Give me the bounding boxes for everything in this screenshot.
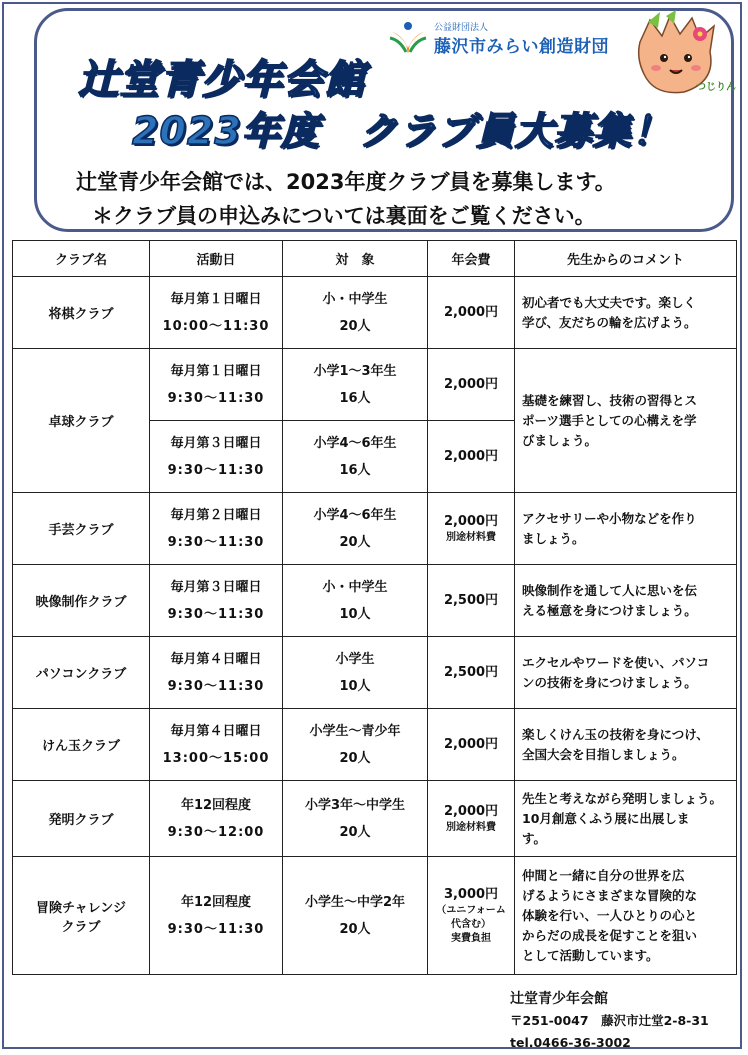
target-group: 小学3年～中学生 [304,797,406,813]
club-target [283,709,428,781]
table-header-row [13,241,737,277]
club-schedule [150,277,283,349]
title-line-2: 2023年度 クラブ員大募集！ [132,109,671,153]
comment-line: エクセルやワードを使い、パソコ [522,654,710,670]
club-name-line: 冒険チャレンジ [36,900,126,916]
club-fee [428,637,515,709]
comment-line: 楽しくけん玉の技術を身につけ、 [522,726,709,742]
comment-line: 学び、友だちの輪を広げよう。 [522,314,697,330]
club-target [283,781,428,857]
target-group: 小・中学生 [322,291,388,307]
table-row [13,349,737,421]
fee-note: （ユニフォーム [436,905,506,916]
fee-note: 実費負担 [451,933,491,944]
club-comment [515,637,737,709]
fee-note: 別途材料費 [446,532,496,543]
schedule-time: 9:30～12:00 [167,824,265,840]
comment-line: 10月創意くふう展に出展しま [522,810,690,826]
schedule-day: 毎月第２日曜日 [170,507,262,523]
lead-text-2: ＊クラブ員の申込みについては裏面をご覧ください。 [92,204,596,228]
target-capacity: 16人 [339,390,371,406]
club-name: 手芸クラブ [13,493,150,565]
target-capacity: 20人 [339,824,371,840]
schedule-time: 9:30～11:30 [167,462,265,478]
schedule-day: 毎月第３日曜日 [170,579,262,595]
club-fee [428,857,515,975]
club-target [283,857,428,975]
target-group: 小学生～青少年 [309,723,401,739]
header-fee: 年会費 [428,241,515,277]
target-group: 小学1～3年生 [313,363,397,379]
comment-line: 初心者でも大丈夫です。楽しく [522,294,697,310]
schedule-day: 毎月第１日曜日 [170,291,262,307]
club-comment [515,493,737,565]
club-name [13,857,150,975]
footer-address: 〒251-0047 藤沢市辻堂2-8-31 [510,1013,709,1028]
comment-line: ましょう。 [522,530,585,546]
header-schedule: 活動日 [150,241,283,277]
club-schedule [150,637,283,709]
title-line-1: 辻堂青少年会館 [78,57,365,103]
comment-line: げるようにさまざまな冒険的な [522,887,698,903]
club-name-line: クラブ [61,919,101,935]
schedule-time: 9:30～11:30 [167,534,265,550]
table-row [13,565,737,637]
club-schedule [150,781,283,857]
club-target [283,565,428,637]
club-target [283,493,428,565]
clubs-table [12,240,737,975]
mascot-name-label: つじりん [696,82,736,93]
foundation-logo [388,18,628,58]
club-target [283,421,428,493]
comment-line: 先生と考えながら発明しましょう。 [522,790,723,806]
club-fee [428,493,515,565]
schedule-time: 13:00～15:00 [162,750,270,766]
club-comment [515,565,737,637]
mascot-image [630,12,736,98]
footer-contact [510,988,709,1054]
comment-line: 仲間と一緒に自分の世界を広 [522,867,685,883]
club-fee [428,709,515,781]
club-schedule [150,421,283,493]
header-target: 対 象 [283,241,428,277]
club-name: パソコンクラブ [13,637,150,709]
comment-line: 映像制作を通して人に思いを伝 [522,582,698,598]
table-row [13,857,737,975]
club-schedule [150,493,283,565]
comment-line: として活動しています。 [522,947,659,963]
fee-amount: 2,000円 [443,737,499,752]
club-fee [428,349,515,421]
club-schedule [150,709,283,781]
comment-line: 体験を行い、一人ひとりの心と [522,907,698,923]
fee-amount: 2,000円 [443,449,499,464]
schedule-time: 9:30～11:30 [167,390,265,406]
target-group: 小学4～6年生 [313,435,397,451]
schedule-time: 9:30～11:30 [167,678,265,694]
target-capacity: 10人 [339,678,371,694]
comment-line: アクセサリーや小物などを作り [522,510,697,526]
club-schedule [150,857,283,975]
footer-tel: tel.0466-36-3002 [510,1035,631,1050]
club-comment [515,349,737,493]
club-target [283,637,428,709]
header-comment: 先生からのコメント [515,241,737,277]
club-fee [428,781,515,857]
schedule-day: 毎月第３日曜日 [170,435,262,451]
schedule-day: 毎月第４日曜日 [170,651,262,667]
club-fee [428,565,515,637]
target-group: 小学生～中学2年 [304,894,406,910]
club-name: 映像制作クラブ [13,565,150,637]
foundation-type-label: 公益財団法人 [434,23,489,33]
fee-amount: 2,500円 [443,593,499,608]
target-group: 小学生 [335,651,375,667]
fee-amount: 2,000円 [443,514,499,529]
club-target [283,277,428,349]
club-comment [515,709,737,781]
schedule-time: 9:30～11:30 [167,606,265,622]
comment-line: びましょう。 [522,432,598,448]
table-row [13,637,737,709]
table-row [13,277,737,349]
fee-amount: 2,000円 [443,804,499,819]
fee-amount: 2,000円 [443,377,499,392]
club-name: けん玉クラブ [13,709,150,781]
table-row [13,709,737,781]
foundation-name: 藤沢市みらい創造財団 [434,37,609,57]
target-group: 小・中学生 [322,579,388,595]
schedule-day: 毎月第１日曜日 [170,363,262,379]
target-capacity: 20人 [339,750,371,766]
schedule-time: 9:30～11:30 [167,921,265,937]
schedule-day: 毎月第４日曜日 [170,723,262,739]
target-capacity: 16人 [339,462,371,478]
club-comment [515,857,737,975]
fee-note: 別途材料費 [446,822,496,833]
club-schedule [150,565,283,637]
comment-line: 全国大会を目指しましょう。 [522,746,685,762]
club-name: 発明クラブ [13,781,150,857]
footer-org-name: 辻堂青少年会館 [510,991,608,1007]
comment-line: からだの成長を促すことを狙い [522,927,698,943]
club-fee [428,277,515,349]
fee-amount: 2,500円 [443,665,499,680]
target-group: 小学4～6年生 [313,507,397,523]
schedule-day: 年12回程度 [180,894,252,910]
header-club-name: クラブ名 [13,241,150,277]
foundation-logo-icon [388,18,428,56]
target-capacity: 20人 [339,921,371,937]
table-row [13,493,737,565]
comment-line: 基礎を練習し、技術の習得とス [522,392,698,408]
club-target [283,349,428,421]
fee-amount: 3,000円 [443,887,499,902]
target-capacity: 20人 [339,534,371,550]
lead-text-1: 辻堂青少年会館では、2023年度クラブ員を募集します。 [76,170,616,194]
table-row [13,781,737,857]
comment-line: ポーツ選手としての心構えを学 [522,412,697,428]
target-capacity: 20人 [339,318,371,334]
target-capacity: 10人 [339,606,371,622]
schedule-time: 10:00～11:30 [162,318,270,334]
club-comment [515,781,737,857]
club-comment [515,277,737,349]
schedule-day: 年12回程度 [180,797,252,813]
comment-line: える極意を身につけましょう。 [522,602,697,618]
club-name: 卓球クラブ [13,349,150,493]
comment-line: ンの技術を身につけましょう。 [522,674,697,690]
club-schedule [150,349,283,421]
comment-line: す。 [522,830,547,846]
club-fee [428,421,515,493]
club-name: 将棋クラブ [13,277,150,349]
fee-amount: 2,000円 [443,305,499,320]
fee-note: 代含む） [451,919,491,930]
